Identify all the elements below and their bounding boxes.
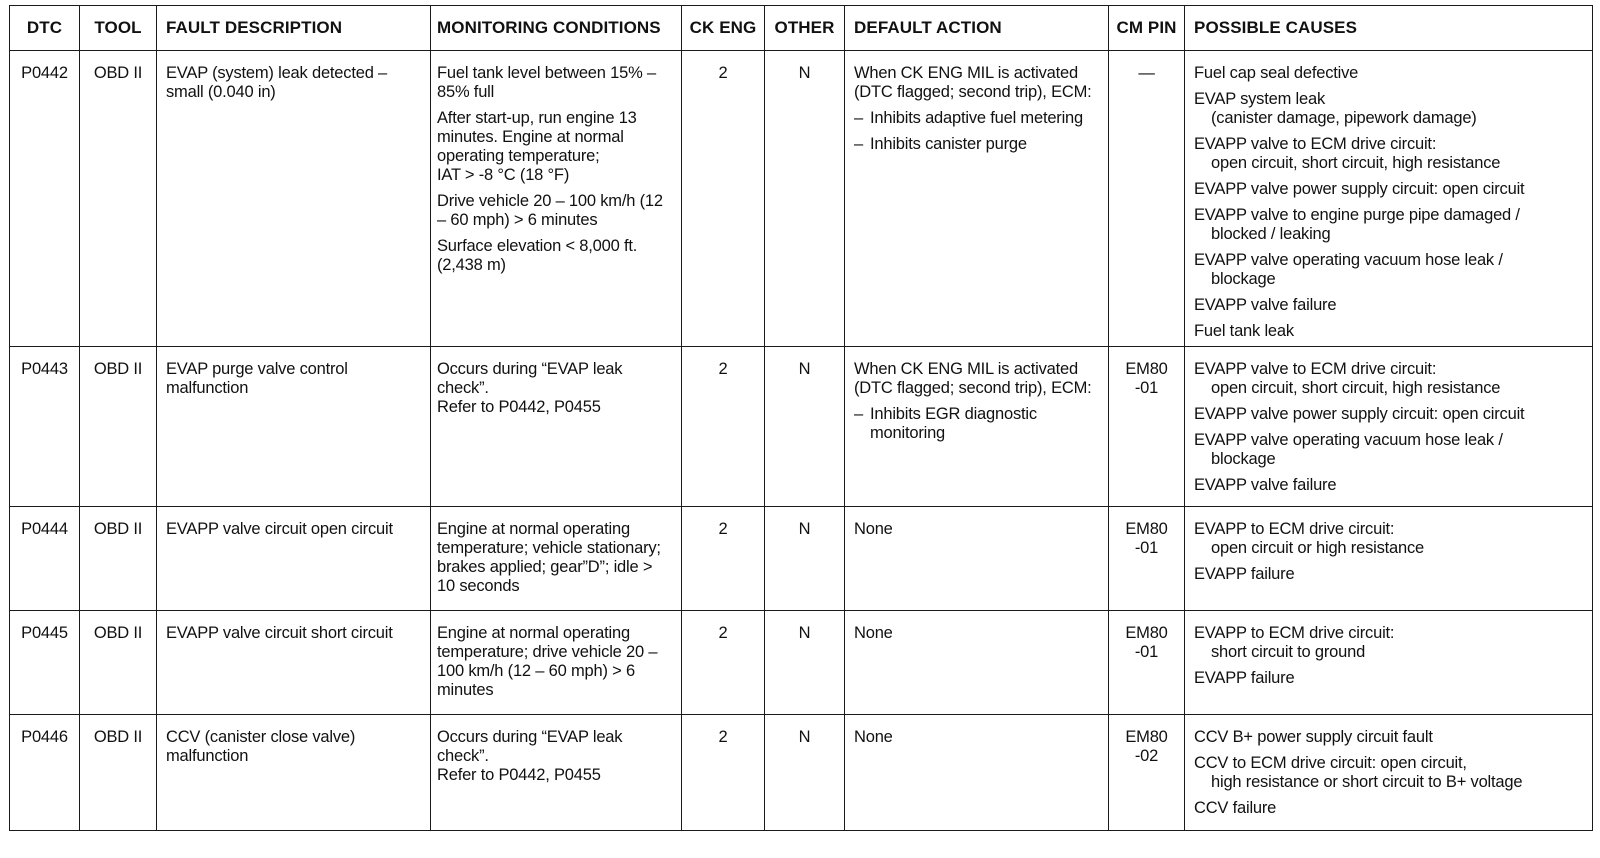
dtc-code-cell: P0443	[10, 347, 80, 507]
cause-main: EVAPP valve to engine purge pipe damaged /	[1194, 206, 1520, 224]
table-header-row	[10, 6, 1593, 51]
header-fault-description: FAULT DESCRIPTION	[157, 6, 431, 51]
possible-causes-cell	[1185, 507, 1593, 611]
cause-detail: short circuit to ground	[1211, 643, 1366, 661]
possible-cause	[1194, 565, 1584, 584]
table-row	[10, 51, 1593, 347]
possible-cause	[1194, 296, 1584, 315]
possible-causes-cell	[1185, 715, 1593, 831]
cause-main: EVAP system leak	[1194, 90, 1325, 108]
cause-main: Fuel cap seal defective	[1194, 64, 1359, 82]
possible-causes-cell	[1185, 611, 1593, 715]
dash-bullet: –	[854, 405, 863, 423]
cause-main: EVAPP valve to ECM drive circuit:	[1194, 360, 1437, 378]
default-action-cell	[845, 347, 1109, 507]
cause-detail: open circuit, short circuit, high resistance	[1211, 379, 1501, 397]
cause-detail: blockage	[1211, 450, 1276, 468]
cause-detail: blocked / leaking	[1211, 225, 1331, 243]
monitoring-conditions-cell	[431, 507, 682, 611]
possible-cause	[1194, 322, 1584, 341]
table-row	[10, 507, 1593, 611]
cause-main: EVAPP failure	[1194, 669, 1295, 687]
possible-cause	[1194, 799, 1584, 818]
header-ck-eng: CK ENG	[682, 6, 765, 51]
default-action-item	[854, 135, 1100, 154]
possible-cause	[1194, 520, 1584, 558]
default-action-cell	[845, 507, 1109, 611]
cause-main: EVAPP valve failure	[1194, 296, 1337, 314]
ck-eng-cell: 2	[682, 507, 765, 611]
monitoring-conditions-cell	[431, 347, 682, 507]
possible-cause	[1194, 64, 1584, 83]
possible-cause	[1194, 728, 1584, 747]
dash-bullet: –	[854, 109, 863, 127]
cause-detail: (canister damage, pipework damage)	[1211, 109, 1477, 127]
fault-description-cell: EVAP purge valve control malfunction	[157, 347, 431, 507]
other-cell: N	[765, 715, 845, 831]
monitoring-condition: Drive vehicle 20 – 100 km/h (12 – 60 mph) > 6 minutes	[437, 192, 663, 229]
table-row	[10, 347, 1593, 507]
cm-pin-cell: EM80 -02	[1109, 715, 1185, 831]
monitoring-conditions-cell	[431, 715, 682, 831]
possible-cause	[1194, 754, 1584, 792]
possible-cause	[1194, 624, 1584, 662]
possible-cause	[1194, 360, 1584, 398]
monitoring-condition: After start-up, run engine 13 minutes. Engine at normal operating temperature; IAT > -8 °C (18 °F)	[437, 109, 637, 184]
default-action-cell	[845, 611, 1109, 715]
cause-main: EVAPP valve power supply circuit: open circuit	[1194, 405, 1525, 423]
monitoring-condition: Engine at normal operating temperature; drive vehicle 20 – 100 km/h (12 – 60 mph) > 6 minutes	[437, 624, 658, 699]
header-possible-causes: POSSIBLE CAUSES	[1185, 6, 1593, 51]
default-action-item	[854, 405, 1100, 443]
header-tool: TOOL	[80, 6, 157, 51]
tool-cell: OBD II	[80, 507, 157, 611]
dtc-code-cell: P0444	[10, 507, 80, 611]
possible-cause	[1194, 180, 1584, 199]
monitoring-condition: Occurs during “EVAP leak check”. Refer to P0442, P0455	[437, 360, 623, 416]
cause-main: EVAPP failure	[1194, 565, 1295, 583]
possible-cause	[1194, 90, 1584, 128]
tool-cell: OBD II	[80, 347, 157, 507]
cause-main: EVAPP to ECM drive circuit:	[1194, 520, 1395, 538]
possible-cause	[1194, 405, 1584, 424]
dtc-code-cell: P0445	[10, 611, 80, 715]
possible-cause	[1194, 135, 1584, 173]
header-cm-pin: CM PIN	[1109, 6, 1185, 51]
cause-main: EVAPP valve operating vacuum hose leak /	[1194, 251, 1503, 269]
table-body	[10, 51, 1593, 831]
default-action-cell	[845, 715, 1109, 831]
dtc-code-cell: P0442	[10, 51, 80, 347]
other-cell: N	[765, 611, 845, 715]
monitoring-condition: Engine at normal operating temperature; vehicle stationary; brakes applied; gear”D”; idle > 10 seconds	[437, 520, 661, 595]
monitoring-condition: Fuel tank level between 15% – 85% full	[437, 64, 656, 101]
default-action-intro: When CK ENG MIL is activated (DTC flagged; second trip), ECM:	[854, 64, 1092, 101]
monitoring-condition: Surface elevation < 8,000 ft. (2,438 m)	[437, 237, 638, 274]
default-action-text: Inhibits adaptive fuel metering	[870, 109, 1084, 127]
cm-pin-cell: EM80 -01	[1109, 507, 1185, 611]
tool-cell: OBD II	[80, 611, 157, 715]
other-cell: N	[765, 507, 845, 611]
default-action-intro: None	[854, 728, 893, 746]
possible-cause	[1194, 431, 1584, 469]
cm-pin-cell: —	[1109, 51, 1185, 347]
ck-eng-cell: 2	[682, 715, 765, 831]
cause-detail: blockage	[1211, 270, 1276, 288]
default-action-cell	[845, 51, 1109, 347]
cause-main: EVAPP valve power supply circuit: open circuit	[1194, 180, 1525, 198]
dtc-table	[9, 5, 1593, 831]
header-other: OTHER	[765, 6, 845, 51]
cause-main: EVAPP valve operating vacuum hose leak /	[1194, 431, 1503, 449]
tool-cell: OBD II	[80, 51, 157, 347]
dtc-code-cell: P0446	[10, 715, 80, 831]
cause-detail: open circuit or high resistance	[1211, 539, 1424, 557]
table-row	[10, 611, 1593, 715]
monitoring-conditions-cell	[431, 611, 682, 715]
ck-eng-cell: 2	[682, 347, 765, 507]
cause-main: CCV failure	[1194, 799, 1277, 817]
default-action-text: Inhibits canister purge	[870, 135, 1027, 153]
default-action-intro: None	[854, 520, 893, 538]
cause-detail: high resistance or short circuit to B+ voltage	[1211, 773, 1523, 791]
possible-cause	[1194, 251, 1584, 289]
cause-main: EVAPP valve to ECM drive circuit:	[1194, 135, 1437, 153]
fault-description-cell: EVAPP valve circuit open circuit	[157, 507, 431, 611]
fault-description-cell: EVAPP valve circuit short circuit	[157, 611, 431, 715]
possible-causes-cell	[1185, 347, 1593, 507]
other-cell: N	[765, 51, 845, 347]
fault-description-cell: CCV (canister close valve) malfunction	[157, 715, 431, 831]
cause-main: EVAPP to ECM drive circuit:	[1194, 624, 1395, 642]
other-cell: N	[765, 347, 845, 507]
cause-main: EVAPP valve failure	[1194, 476, 1337, 494]
possible-cause	[1194, 476, 1584, 495]
ck-eng-cell: 2	[682, 611, 765, 715]
header-default-action: DEFAULT ACTION	[845, 6, 1109, 51]
possible-causes-cell	[1185, 51, 1593, 347]
ck-eng-cell: 2	[682, 51, 765, 347]
monitoring-condition: Occurs during “EVAP leak check”. Refer to P0442, P0455	[437, 728, 623, 784]
default-action-intro: None	[854, 624, 893, 642]
possible-cause	[1194, 206, 1584, 244]
cm-pin-cell: EM80 -01	[1109, 611, 1185, 715]
default-action-intro: When CK ENG MIL is activated (DTC flagged; second trip), ECM:	[854, 360, 1092, 397]
possible-cause	[1194, 669, 1584, 688]
header-dtc: DTC	[10, 6, 80, 51]
cause-main: Fuel tank leak	[1194, 322, 1294, 340]
default-action-text: Inhibits EGR diagnostic monitoring	[870, 405, 1037, 442]
monitoring-conditions-cell	[431, 51, 682, 347]
dash-bullet: –	[854, 135, 863, 153]
table-row	[10, 715, 1593, 831]
cause-main: CCV B+ power supply circuit fault	[1194, 728, 1433, 746]
default-action-item	[854, 109, 1100, 128]
header-monitoring-conditions: MONITORING CONDITIONS	[431, 6, 682, 51]
fault-description-cell: EVAP (system) leak detected – small (0.040 in)	[157, 51, 431, 347]
tool-cell: OBD II	[80, 715, 157, 831]
cause-detail: open circuit, short circuit, high resistance	[1211, 154, 1501, 172]
cause-main: CCV to ECM drive circuit: open circuit,	[1194, 754, 1467, 772]
cm-pin-cell: EM80 -01	[1109, 347, 1185, 507]
